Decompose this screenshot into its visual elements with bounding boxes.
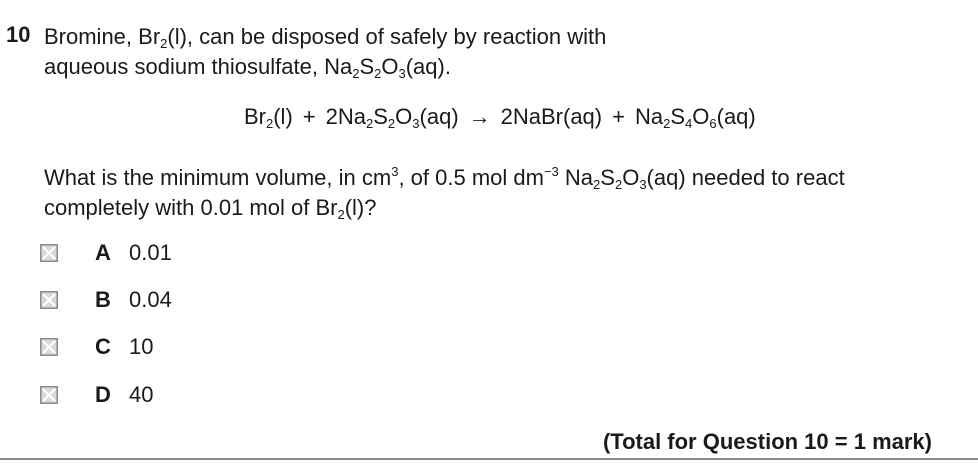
subscript: 2 (387, 116, 396, 131)
eq-text: Na (634, 104, 664, 129)
answer-checkbox-icon[interactable] (40, 244, 58, 262)
subscript: 2 (593, 177, 601, 192)
subscript: 2 (614, 177, 623, 192)
prompt-text: What is the minimum volume, in cm (44, 165, 392, 190)
subscript: 3 (639, 177, 647, 192)
eq-text: Br (244, 104, 266, 129)
option-letter: B (95, 287, 111, 312)
stem-text: O (381, 54, 399, 79)
eq-text: O (692, 104, 710, 129)
eq-text: S (373, 104, 388, 129)
question-prompt (44, 163, 845, 223)
option-value: 0.01 (129, 240, 172, 265)
prompt-line-1 (44, 163, 845, 193)
stem-line-2 (44, 52, 606, 82)
subscript: 3 (398, 66, 406, 81)
stem-text: aqueous sodium thiosulfate, Na (44, 54, 353, 79)
option-letter: C (95, 334, 111, 359)
subscript: 2 (663, 116, 671, 131)
subscript: 2 (160, 36, 168, 51)
prompt-text: S (600, 165, 615, 190)
subscript: 2 (374, 66, 382, 81)
subscript: 6 (709, 116, 717, 131)
option-letter: D (95, 382, 111, 407)
subscript: 3 (412, 116, 420, 131)
option-value: 0.04 (129, 287, 172, 312)
stem-text: S (359, 54, 375, 79)
question-number: 10 (6, 22, 31, 47)
answer-checkbox-icon[interactable] (40, 338, 58, 356)
answer-checkbox-icon[interactable] (40, 291, 58, 309)
prompt-text: , of 0.5 mol dm (398, 165, 544, 190)
option-value: 10 (129, 334, 154, 359)
subscript: 2 (352, 66, 360, 81)
prompt-text: Na (558, 165, 594, 190)
option-value: 40 (129, 382, 154, 407)
stem-line-1 (44, 22, 606, 52)
prompt-text: (aq) needed to react (646, 165, 845, 190)
plus-sign: + (612, 104, 625, 129)
question-stem (44, 22, 606, 82)
eq-text: 2NaBr(aq) (500, 104, 603, 129)
prompt-line-2 (44, 193, 845, 223)
total-marks: (Total for Question 10 = 1 mark) (602, 429, 932, 454)
superscript: −3 (543, 164, 559, 179)
stem-text: (l), can be disposed of safely by reaction with (167, 24, 607, 49)
eq-text: S (670, 104, 686, 129)
plus-sign: + (302, 104, 316, 129)
bottom-divider (0, 458, 978, 460)
subscript: 4 (685, 116, 693, 131)
chemical-equation (244, 104, 756, 130)
option-letter: A (95, 240, 111, 265)
subscript: 2 (266, 116, 274, 131)
eq-text: (aq) (419, 104, 459, 129)
superscript: 3 (391, 164, 399, 179)
prompt-text: O (622, 165, 640, 190)
subscript: 2 (337, 207, 345, 222)
option-a[interactable] (40, 240, 172, 266)
option-d[interactable] (40, 382, 154, 408)
eq-text: (l) (273, 104, 293, 129)
answer-checkbox-icon[interactable] (40, 386, 58, 404)
eq-text: O (395, 104, 413, 129)
prompt-text: (l)? (344, 195, 377, 220)
eq-text: 2Na (325, 104, 366, 129)
eq-text: (aq) (716, 104, 756, 129)
subscript: 2 (366, 116, 374, 131)
option-b[interactable] (40, 287, 172, 313)
option-c[interactable] (40, 334, 154, 360)
stem-text: Bromine, Br (44, 24, 161, 49)
reaction-arrow-icon: → (468, 104, 491, 129)
prompt-text: completely with 0.01 mol of Br (44, 195, 338, 220)
stem-text: (aq). (405, 54, 451, 79)
